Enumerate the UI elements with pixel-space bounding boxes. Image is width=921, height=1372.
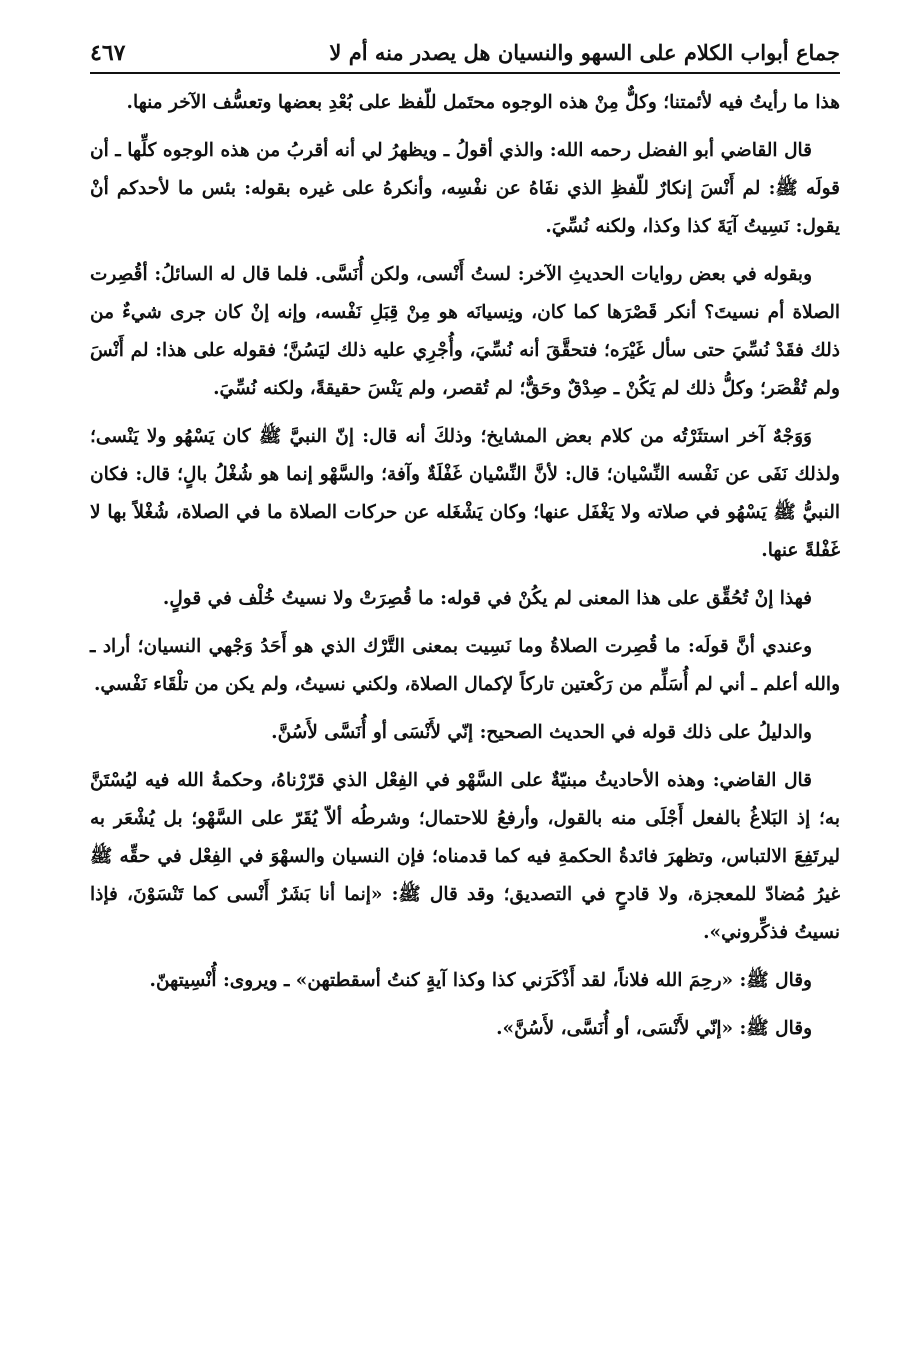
paragraph-5: فهذا إنْ تُحُقِّق على هذا المعنى لم يكُنْ في قوله: ما قُصِرَتْ ولا نسيتُ خُلْف في قولٍ.	[162, 588, 812, 609]
paragraph-6: وعندي أنَّ قولَه: ما قُصِرت الصلاةُ وما نَسِيت بمعنى التَّرْك الذي هو أَحَدُ وَجْهي النسيان؛ أراد ـ والله أعلم ـ أني لم أُسَلِّم من رَكْعتين تاركاً لإكمال الصلاة، ولكني نسيتُ، ولم يكن من تلْقَاء نَفْسي.	[90, 636, 840, 695]
paragraph-10: وقال ﷺ: «إنّي لأَنْسَى، أو أُنَسَّى، لأَسُنَّ».	[496, 1018, 812, 1039]
document-page	[90, 40, 840, 1058]
page-header	[90, 40, 840, 74]
paragraph-4: وَوَجْهٌ آخر استثَرْتُه من كلام بعض المشايخ؛ وذلكَ أنه قال: إنّ النبيَّ ﷺ كان يَسْهُو ولا يَنْسى؛ ولذلك نَفَى عن نَفْسه النِّسْيان؛ قال: لأنَّ النِّسْيان غَفْلَةٌ وآفة؛ والسَّهْو إنما هو شُغْلُ بالٍ؛ قال: فكان النبيُّ ﷺ يَسْهُو في صلاته ولا يَغْفَل عنها؛ وكان يَشْغَله عن حركات الصلاة ما في الصلاة، شُغْلاً بها لا غَفْلةً عنها.	[90, 426, 841, 561]
paragraph-7: والدليلُ على ذلك قوله في الحديث الصحيح: إنّي لأَنْسَى أو أُنَسَّى لأَسُنَّ.	[271, 722, 812, 743]
paragraph-1: هذا ما رأيتُ فيه لأئمتنا؛ وكلٌّ مِنْ هذه الوجوه محتَمل للّفظ على بُعْدِ بعضها وتعسُّف الآخر منها.	[126, 92, 840, 113]
running-title: جماع أبواب الكلام على السهو والنسيان هل يصدر منه أم لا	[329, 40, 840, 65]
paragraph-2: قال القاضي أبو الفضل رحمه الله: والذي أقولُ ـ ويظهرُ لي أنه أقربُ من هذه الوجوه كلِّها ـ أن قولَه ﷺ: لم أَنْسَ إنكارٌ للّفظِ الذي نفَاهُ عن نفْسِه، وأنكرهُ على غيره بقوله: بئس ما لأحدكم أنْ يقول: نَسِيتُ آيَةَ كذا وكذا، ولكنه نُسِّيَ.	[90, 140, 840, 237]
paragraph-9: وقال ﷺ: «رحِمَ الله فلاناً، لقد أَذْكَرَني كذا وكذا آيةٍ كنتُ أسقطتهن» ـ ويروى: أُنْسِيتهنّ.	[149, 970, 812, 991]
paragraph-3: وبقوله في بعض روايات الحديثِ الآخر: لستُ أَنْسى، ولكن أُنَسَّى. فلما قال له السائلُ: أقُصِرت الصلاة أم نسيتَ؟ أنكر قَصْرَها كما كان، ونِسيانَه هو مِنْ قِبَلِ نَفْسه، وإنه إنْ كان جرى شيءٌ من ذلك فقَدْ نُسِّيَ حتى سأل غَيْرَه؛ فتحقَّقَ أنه نُسِّيَ، وأُجْرِي عليه ذلك ليَسُنَّ؛ فقوله على هذا: لم أَنْسَ ولم تُقْصَر؛ وكلُّ ذلك لم يَكُنْ ـ صِدْقٌ وحَقٌّ؛ لم تُقصر، ولم يَنْسَ حقيقةً، ولكنه نُسِّيَ.	[90, 264, 841, 399]
page-number: ٤٦٧	[90, 40, 126, 66]
body-text	[90, 84, 840, 1048]
paragraph-8: قال القاضي: وهذه الأحاديثُ مبنيّةٌ على السَّهْو في الفِعْل الذي قرّرْناهُ، وحكمةُ الله فيه ليُسْتَنَّ به؛ إذ البَلاغُ بالفعل أَجْلَى منه بالقول، وأرفعُ للاحتمال؛ وشرطُه ألاّ يُقَرّ على السَّهْو؛ بل يُشْعَر به ليرتَفِعَ الالتباس، وتظهرَ فائدةُ الحكمةِ فيه كما قدمناه؛ فإن النسيان والسهْوَ في الفِعْل في حقِّه ﷺ غيرُ مُضادّ للمعجزة، ولا قادحٍ في التصديق؛ وقد قال ﷺ: «إنما أنا بَشَرٌ أَنْسى كما تَنْسَوْنَ، فإذا نسيتُ فذكِّروني».	[90, 770, 840, 943]
